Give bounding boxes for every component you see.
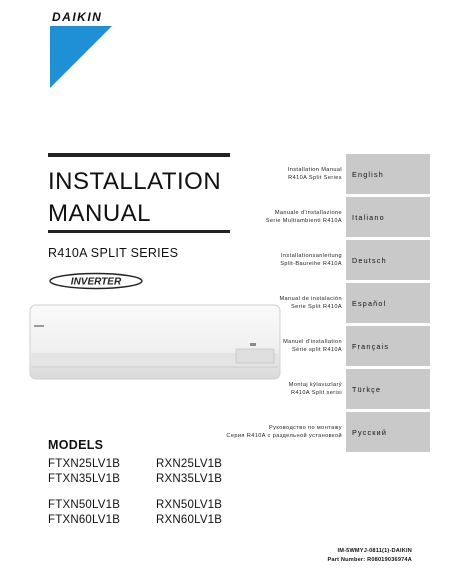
inverter-logo-text: INVERTER (70, 276, 122, 288)
language-desc-line1: Montaj kýlavuzlarý (288, 382, 342, 388)
language-row-english (232, 154, 430, 194)
language-desc-line2: Split-Baureihe R410A (280, 261, 342, 267)
language-desc-line1: Руководство по монтажу (269, 425, 342, 431)
language-tab-italiano: Italiano (346, 197, 430, 237)
language-row-francais (232, 326, 430, 366)
language-desc-line1: Installationsanleitung (280, 253, 342, 259)
language-description (212, 369, 342, 409)
language-row-turkce (232, 369, 430, 409)
title-line-1: INSTALLATION (48, 168, 222, 195)
language-row-italiano (232, 197, 430, 237)
language-desc-line2: Serie Multiambienti R410A (265, 218, 342, 224)
language-desc-line2: Серия R410A с раздельной установкой (226, 433, 342, 439)
outdoor-model: RXN25LV1B (156, 458, 223, 470)
language-tab-francais: Français (346, 326, 430, 366)
series-subtitle: R410A SPLIT SERIES (48, 246, 179, 260)
language-description (212, 240, 342, 280)
title-rule-top (48, 153, 230, 157)
language-desc-line1: Manuale d'installazione (274, 210, 342, 216)
language-desc-line2: Serie Split R410A (291, 304, 342, 310)
daikin-logo (42, 10, 182, 90)
language-tab-english: English (346, 154, 430, 194)
indoor-model: FTXN35LV1B (48, 473, 121, 485)
outdoor-model: RXN35LV1B (156, 473, 223, 485)
language-row-espanol (232, 283, 430, 323)
outdoor-model: RXN60LV1B (156, 514, 223, 526)
language-desc-line1: Installation Manual (287, 167, 342, 173)
outdoor-model: RXN50LV1B (156, 499, 223, 511)
language-desc-line2: Série split R410A (291, 347, 342, 353)
daikin-triangle-icon (42, 10, 182, 90)
part-number: Part Number: R08019036974A (327, 557, 412, 563)
language-description (162, 412, 342, 452)
language-tab-turkce: Türkçe (346, 369, 430, 409)
language-tab-russian: Русский (346, 412, 430, 452)
indoor-model: FTXN50LV1B (48, 499, 121, 511)
language-desc-line1: Manual de instalación (279, 296, 342, 302)
language-row-russian (226, 412, 430, 452)
language-desc-line2: R410A Split serisi (290, 390, 342, 396)
document-code: IM-5WMYJ-0811(1)-DAIKIN (337, 548, 412, 554)
language-description (212, 283, 342, 323)
title-rule-bottom (48, 230, 230, 233)
indoor-model: FTXN60LV1B (48, 514, 121, 526)
language-description (212, 326, 342, 366)
language-description (212, 197, 342, 237)
language-tab-espanol: Español (346, 283, 430, 323)
brand-name: DAIKIN (52, 10, 103, 24)
language-desc-line1: Manuel d'installation (283, 339, 342, 345)
title-line-2: MANUAL (48, 200, 152, 227)
language-row-deutsch (232, 240, 430, 280)
models-heading: MODELS (48, 438, 104, 452)
language-desc-line2: R410A Split Series (288, 175, 342, 181)
inverter-logo (48, 272, 144, 290)
language-tab-deutsch: Deutsch (346, 240, 430, 280)
indoor-model: FTXN25LV1B (48, 458, 121, 470)
language-description (212, 154, 342, 194)
